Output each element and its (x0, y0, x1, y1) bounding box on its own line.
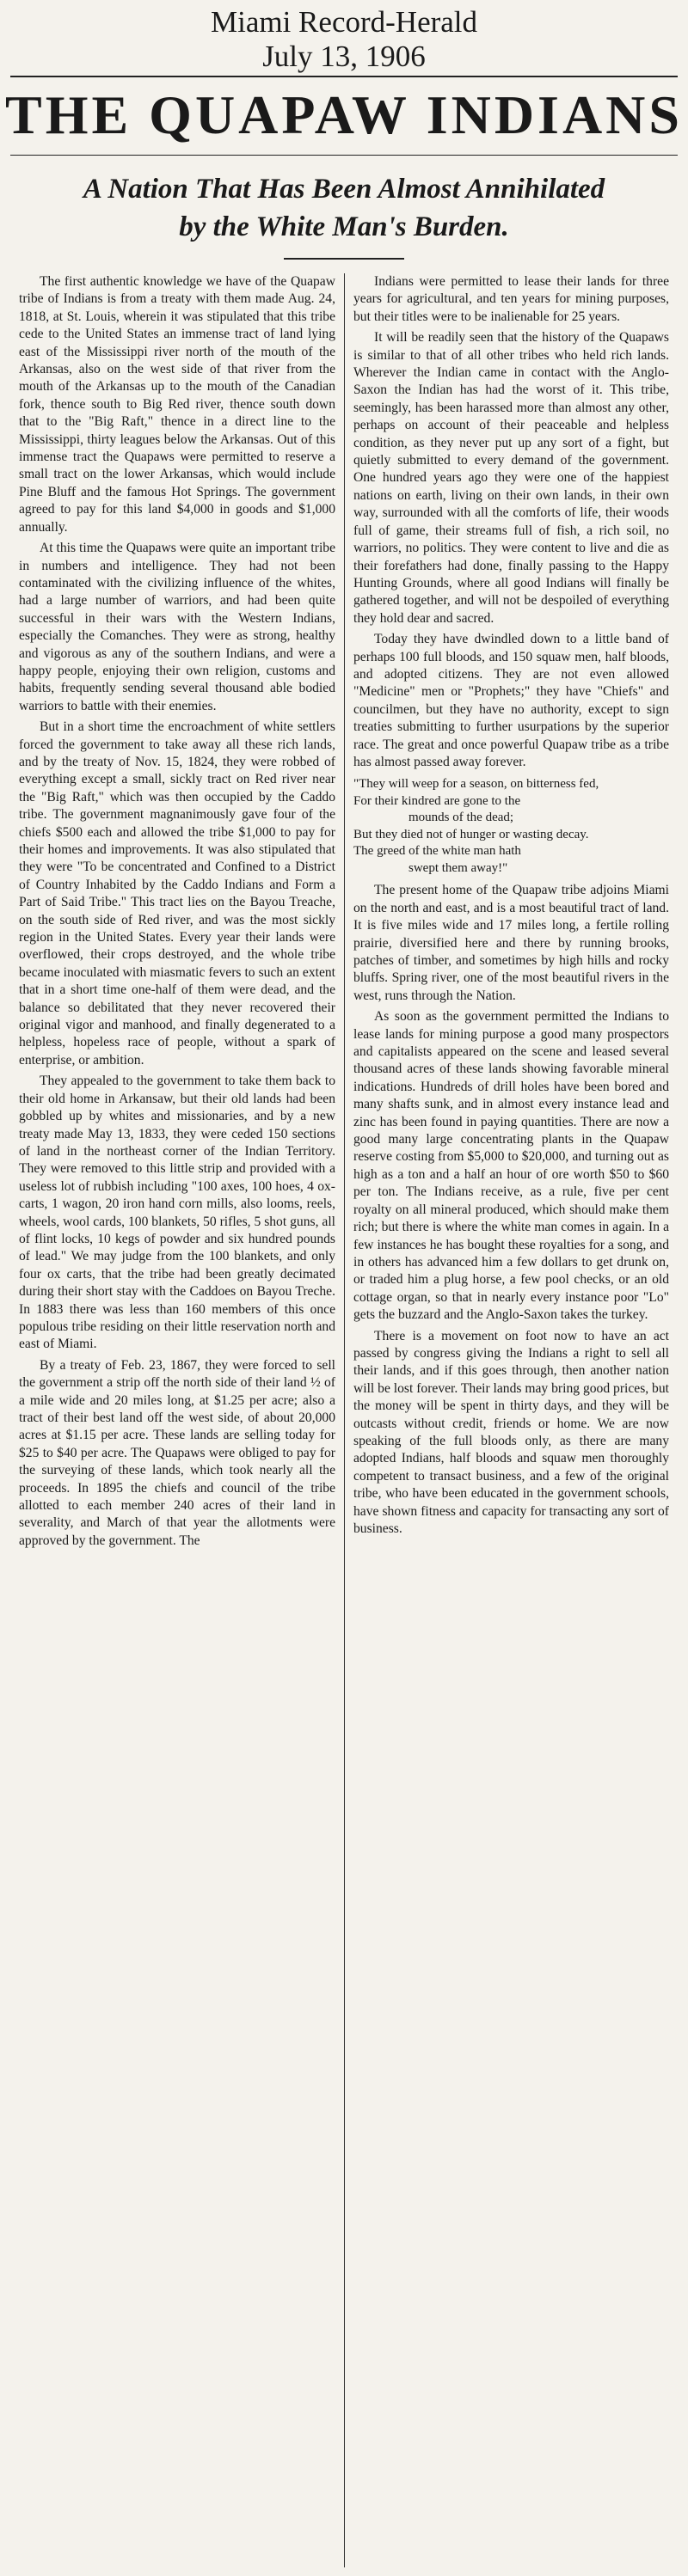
poem-line: The greed of the white man hath (353, 844, 521, 859)
poem-line: swept them away!" (408, 860, 508, 875)
deck-rule (284, 258, 404, 260)
headline: THE QUAPAW INDIANS (5, 84, 683, 145)
source-header (0, 0, 688, 74)
paragraph: As soon as the government permitted the Indians to lease lands for mining purpose a good many prospectors and capitalists appeared on the scene and leased several thousand acres of these lands showing favorable mineral indications. Hundreds of drill holes have been bored and many shafts sunk, and in almost every instance lead and zinc has been found in paying quantities. There are now a good many large concentrating plants in the Quapaw reserve costing from $5,000 to $20,000, and turning out as high as a ton and a half an hour of ore worth $50 to $60 per ton. The Indians receive, as a rule, five per cent royalty on all mineral produced, which should make them rich; but there is where the white man comes in again. In a few instances he has bought these royalties for a song, and in others has advanced him a few dollars to get drunk on, or traded him a plug horse, a few pool checks, or an old cottage organ, so that in nearly every instance poor "Lo" gets the buzzard and the Anglo-Saxon takes the turkey. (353, 1009, 669, 1323)
subheadline-line-2: by the White Man's Burden. (179, 211, 509, 242)
headline-rule (10, 155, 678, 156)
paragraph: The first authentic knowledge we have of the Quapaw tribe of Indians is from a treaty with them made Aug. 24, 1818, at St. Louis, wherein it was stipulated that this tribe cede to the United States an immense tract of land lying east of the Mississippi river north of the mouth of the Arkansas, also on the west side of that river from the mouth of the Arkansas up to the mouth of the Canadian fork, thence south to Big Red river, thence south down that to the "Big Raft," thence in a direct line to the Mississippi, thirty leagues below the Arkansas. Out of this immense tract the Quapaws were permitted to reserve a small tract on the lower Arkansas, which would include Pine Bluff and the famous Hot Springs. The government agreed to pay for this land $4,000 in goods and $1,000 annually. (19, 274, 335, 535)
paragraph: Indians were permitted to lease their lands for three years for agricultural, and ten years for mining purposes, but their titles were to be inalienable for 25 years. (353, 274, 669, 324)
poem-quote (353, 776, 669, 877)
publication-date: July 13, 1906 (262, 40, 426, 73)
subheadline-line-1: A Nation That Has Been Almost Annihilated (83, 174, 605, 205)
paragraph: It will be readily seen that the history of the Quapaws is similar to that of all other tribes who held rich lands. Wherever the Indian came in contact with the Anglo-Saxon the Indian has had the worst of it. This tribe, seemingly, has been harassed more than almost any other, perhaps on account of their peaceable and helpless condition, as they never put up any sort of a fight, but quietly submitted to every demand of the government. One hundred years ago they were one of the happiest nations on earth, living on their own lands, in their own way, surrounded with all the comforts of life, their woods full of game, their streams full of fish, a rich soil, no warriors, no politics. They were content to live and die as their forefathers had done, finally passing to the Happy Hunting Grounds, where all good Indians will finally be gathered together, and will not be despoiled of everything they hold dear and sacred. (353, 330, 669, 626)
paragraph: But in a short time the encroachment of white settlers forced the government to take away all these rich lands, and by the treaty of Nov. 15, 1824, they were robbed of everything except a small, sickly tract on Red river near the "Big Raft," which was then occupied by the Caddo tribe. The government magnanimously gave four of the chiefs $500 each and allowed the tribe $1,000 to pay for their homes and improvements. It was also stipulated that they were "To be concentrated and Confined to a District of Country Inhabited by the Caddo Indians and Form a Part of Said Tribe." This tract lies on the Bayou Treache, on the south side of Red river, and was the most sickly region in the United States. Every year their lands were overflowed, their crops destroyed, and the whole tribe became inoculated with miasmatic fevers to such an extent that in a short time one-half of them were dead, and the balance so debilitated that they never recovered their original vigor and manhood, and finally degenerated to a helpless, hopeless race of people, without a spark of enterprise, or ambition. (19, 719, 335, 1068)
right-column (344, 273, 678, 2567)
article-body (10, 273, 678, 2567)
paragraph: They appealed to the government to take them back to their old home in Arkansaw, but their old lands had been gobbled up by whites and missionaries, and by a new treaty made May 13, 1833, they were ceded 150 sections of land in the northeast corner of the Indian Territory. They were removed to this little strip and provided with a useless lot of rubbish including "100 axes, 100 hoes, 4 ox-carts, 1 wagon, 20 iron hand corn mills, also looms, reels, wheels, wool cards, 100 blankets, 50 rifles, 5 shot guns, all of flint locks, 10 kegs of powder and six hundred pounds of lead." We may judge from the 100 blankets, and only four ox carts, that the tribe had been greatly decimated during their short stay with the Caddoes on Bayou Treche. In 1883 there was less than 160 members of this once populous tribe residing on their little reservation north and east of Miami. (19, 1074, 335, 1352)
poem-line: mounds of the dead; (408, 811, 514, 825)
poem-line: "They will weep for a season, on bitterness fed, (353, 777, 599, 792)
left-column (10, 273, 344, 2567)
poem-line: For their kindred are gone to the (353, 793, 521, 808)
newspaper-name: Miami Record-Herald (210, 5, 478, 39)
top-rule (10, 76, 678, 77)
subheadline (34, 170, 654, 246)
paragraph: The present home of the Quapaw tribe adjoins Miami on the north and east, and is a most beautiful tract of land. It is five miles wide and 17 miles long, a fertile rolling prairie, diversified here and there by running brooks, patches of timber, and sometimes by high hills and rocky bluffs. Spring river, one of the most beautiful rivers in the west, runs through the Nation. (353, 883, 669, 1003)
paragraph: Today they have dwindled down to a little band of perhaps 100 full bloods, and 150 squaw men, half bloods, and adopted citizens. They are not even allowed "Medicine" men or "Prophets;" they have "Chiefs" and councilmen, but they have no authority, except to sign treaties submitting to further usurpations by the superior race. The great and once powerful Quapaw tribe as a tribe has almost passed away forever. (353, 632, 669, 769)
paragraph: By a treaty of Feb. 23, 1867, they were forced to sell the government a strip off the north side of their land ½ of a mile wide and 20 miles long, at $1.25 per acre; also a tract of their best land off the west side, of about 20,000 acres at $1.15 per acre. These lands are selling today for $25 to $40 per acre. The Quapaws were obliged to pay for the surveying of these lands, which took nearly all the proceeds. In 1895 the chiefs and council of the tribe allotted to each member 240 acres of their land in severality, and March of that year the allotments were approved by the government. The (19, 1357, 335, 1548)
paragraph: At this time the Quapaws were quite an important tribe in numbers and intelligence. They had not been contaminated with the civilizing influence of the whites, had a large number of warriors, and had been quite successful in their wars with the Western Indians, especially the Comanches. They were as strong, healthy and vigorous as any of the southern Indians, and were a happy people, enjoying their own religion, customs and habits, frequently sending several thousand able bodied warriors to battle with their enemies. (19, 541, 335, 713)
paragraph: There is a movement on foot now to have an act passed by congress giving the Indians a right to sell all their lands, and if this goes through, then another nation will be lost forever. Their lands may bring good prices, but the money will be spent in thirty days, and they will be outcasts without credit, friends or home. We are now speaking of the full bloods only, as there are many adopted Indians, half bloods and squaw men thoroughly competent to transact business, and a few of the original tribe, who have been educated in the government schools, have shown fitness and capacity for transacting any sort of business. (353, 1328, 669, 1536)
poem-line: But they died not of hunger or wasting decay. (353, 827, 589, 841)
